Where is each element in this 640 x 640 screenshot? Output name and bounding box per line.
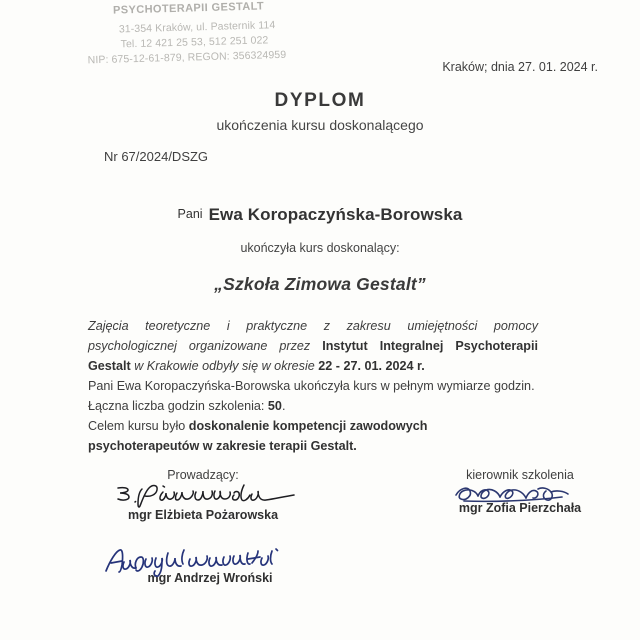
signature-name-second-leader: mgr Andrzej Wroński [147, 571, 273, 585]
place-and-date: Kraków; dnia 27. 01. 2024 r. [442, 60, 598, 74]
body-p1-dates: 22 - 27. 01. 2024 r. [318, 359, 425, 373]
body-line-2: Pani Ewa Koropaczyńska-Borowska ukończyła kurs w pełnym wymiarze godzin. [88, 379, 535, 393]
letterhead-address: 31-354 Kraków, ul. Pasternik 114 [118, 18, 276, 36]
certificate-number: Nr 67/2024/DSZG [104, 149, 209, 164]
recipient-honorific: Pani [177, 207, 203, 221]
body-paragraph-1 [88, 316, 538, 376]
document-title: DYPLOM [274, 90, 366, 111]
course-name: „Szkoła Zimowa Gestalt” [214, 274, 426, 294]
document-subtitle: ukończenia kursu doskonalącego [216, 117, 424, 133]
body-hours-suffix: . [281, 399, 286, 413]
signature-block-leader [108, 468, 298, 522]
signature-role-leader: Prowadzący: [167, 468, 239, 482]
signature-name-training-manager: mgr Zofia Pierzchała [458, 501, 582, 515]
letterhead [28, 0, 350, 70]
recipient-name: Ewa Koropaczyńska-Borowska [208, 205, 463, 224]
signature-block-training-manager [420, 468, 620, 515]
body-hours-value: 50 [267, 399, 282, 413]
body-line-4 [88, 416, 538, 456]
letterhead-phone: Tel. 12 421 25 53, 512 251 022 [120, 34, 269, 51]
body-p1-organization: Instytut Integralnej Psychoterapii Gestalt [88, 339, 538, 373]
body-line-3 [88, 396, 538, 416]
handwritten-signature-elzbieta-pozarowska [108, 482, 298, 508]
recipient-line [0, 205, 640, 225]
completion-phrase: ukończyła kurs doskonalący: [240, 241, 400, 255]
body-text [88, 316, 538, 456]
body-goal-prefix: Celem kursu było [88, 419, 189, 433]
signature-name-leader: mgr Elżbieta Pożarowska [127, 508, 279, 522]
signature-block-second-leader [100, 545, 320, 585]
body-p1-prefix: Zajęcia teoretyczne i praktyczne z zakresu umiejętności pomocy psychologicznej organizowane przez [88, 319, 538, 353]
body-hours-prefix: Łączna liczba godzin szkolenia: [88, 399, 268, 413]
letterhead-org-line-2: PSYCHOTERAPII GESTALT [112, 0, 265, 17]
letterhead-tax-ids: NIP: 675-12-61-879, REGON: 356324959 [87, 49, 287, 67]
body-p1-middle: w Krakowie odbyły się w okresie [130, 359, 319, 373]
signature-role-training-manager: kierownik szkolenia [466, 468, 574, 482]
body-goal-text: doskonalenie kompetencji zawodowych psychoterapeutów w zakresie terapii Gestalt. [88, 419, 428, 453]
